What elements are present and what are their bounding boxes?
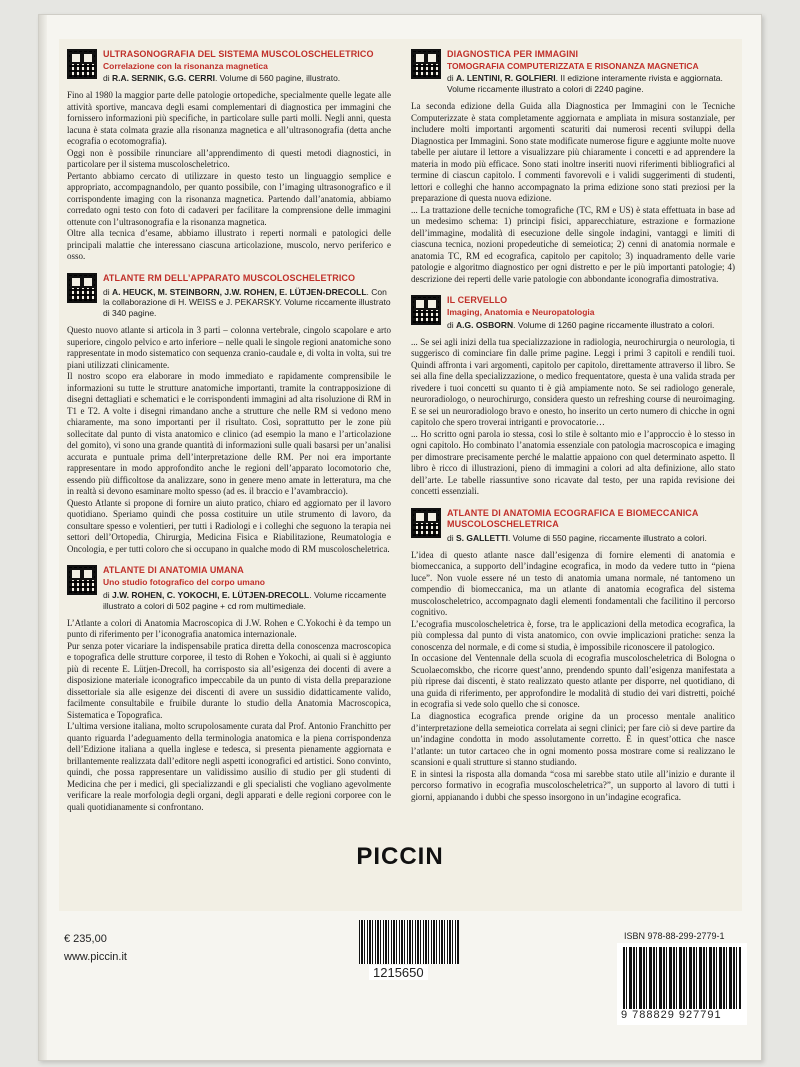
description-paragraph: Pertanto abbiamo cercato di utilizzare in questo testo un linguaggio semplice e appropriato, accompagnandolo, per quanto possibile, con l’imaging ultrasonografico e il corrispondente imaging con la risonanza magnetica. Partendo dall’anatomia, abbiamo corredato ogni testo con foto di cadaveri per facilitare la comprensione delle immagini ottenute con l’ultrasonografia e la risonanza magnetica. (67, 170, 391, 227)
publisher-logo: PICCIN (356, 843, 444, 870)
book-meta-details: . Volume di 550 pagine, riccamente illustrato a colori. (507, 532, 707, 543)
book-entry (67, 565, 391, 813)
ean-barcode-digits: 9 788829 927791 (621, 1009, 722, 1021)
ean-barcode (617, 943, 747, 1025)
book-meta-details: . II edizione interamente rivista e aggiornata. Volume riccamente illustrato a colori di 2240 pagine. (447, 73, 723, 95)
book-entry-heading (103, 49, 391, 84)
book-meta-prefix: di (447, 73, 456, 84)
qr-code-icon[interactable] (67, 49, 97, 79)
book-description (411, 550, 735, 803)
book-entry-header (67, 49, 391, 84)
description-paragraph: Fino al 1980 la maggior parte delle patologie ortopediche, specialmente quelle legate alle attività sportive, mancava degli esami complementari di diagnostica per immagini che fornissero informazioni più specifiche, in particolare sulle parti molli. Negli anni, questa lacuna è stata colmata grazie alla risonanza magnetica e all’ultrasonografia (detta anche ecografia o ecotomografia). (67, 90, 391, 147)
qr-code-icon[interactable] (411, 295, 441, 325)
book-entry-header (411, 295, 735, 330)
left-column (67, 49, 391, 823)
description-paragraph: La diagnostica ecografica prende origine da un processo mentale analitico d’interpretazione della semeiotica correlata ai segni clinici; per fare ciò si deve partire da un’indagine condotta in modo assolutamente corretto. È in quest’ottica che nasce l’atlante: un tutor cartaceo che in ogni momento possa mostrare come si realizzano le scansioni e quali strutture si stanno studiando. (411, 711, 735, 768)
book-authors: A.G. OSBORN (455, 319, 514, 330)
book-authors: J.W. ROHEN, C. YOKOCHI, E. LÜTJEN-DRECOLL (111, 589, 310, 600)
book-meta-prefix: di (103, 286, 112, 297)
book-description (67, 618, 391, 814)
book-meta-details: . Volume di 560 pagine, illustrato. (214, 73, 341, 84)
isbn-label: ISBN 978-88-299-2779-1 (624, 931, 725, 941)
book-entry-heading (447, 295, 735, 330)
book-meta (447, 533, 735, 544)
internal-barcode-number: 1215650 (369, 965, 428, 980)
qr-code-icon[interactable] (411, 49, 441, 79)
book-entry-heading (447, 508, 735, 544)
book-description (67, 325, 391, 555)
book-description (411, 101, 735, 285)
book-meta-details: . Con la collaborazione di H. WEISS e J. PEKARSKY. Volume riccamente illustrato di 340 pagine. (103, 286, 391, 319)
book-subtitle: Imaging, Anatomia e Neuropatologia (447, 306, 595, 317)
book-back-cover (38, 14, 762, 1061)
description-paragraph: L’ecografia muscoloscheletrica è, forse, tra le applicazioni della metodica ecografica, la più complessa dal punto di vista anatomico, con ovvie implicazioni pratiche: senza la conoscenza del normale, e di come si studia, è impossibile riconoscere il patologico. (411, 618, 735, 652)
right-column (411, 49, 735, 813)
description-paragraph: Pur senza poter vicariare la indispensabile pratica diretta della conoscenza macroscopica e topografica delle strutture corporee, il testo di Rohen e Yokochi, ai quali si è aggiunto più di recente E. Lütjen-Drecoll, ha corrisposto sia all’esigenza dei docenti di avere a disposizione materiale iconografico impeccabile da un punto di vista della preparazione dissettoriale sia alle esigenze dei discenti di avere un sussidio didatticamente valido, facilmente consultabile e fruibile durante lo studio della Anatomia Macroscopica, Sistematica e Topografica. (67, 640, 391, 720)
qr-code-icon[interactable] (411, 508, 441, 538)
book-title: ATLANTE DI ANATOMIA UMANA (103, 565, 244, 576)
description-paragraph: Questo nuovo atlante si articola in 3 parti – colonna vertebrale, cingolo scapolare e arto superiore, cingolo pelvico e arto inferiore – nelle quali le singole regioni anatomiche sono rappresentate in modo sistematico con sequenza cranio-caudale e, di volta in volta, sui tre piani utilizzati clinicamente. (67, 325, 391, 370)
book-entry-header (411, 49, 735, 95)
book-meta (103, 287, 391, 320)
book-description (67, 90, 391, 263)
description-paragraph: Oltre alla tecnica d’esame, abbiamo illustrato i reperti normali e patologici delle principali malattie che interessano ciascuna articolazione, muscolo, nervo periferico e osso. (67, 228, 391, 262)
description-paragraph: Oggi non è possibile rinunciare all’apprendimento di questi metodi diagnostici, in particolare per il sistema muscoloscheletrico. (67, 147, 391, 170)
book-description (411, 337, 735, 498)
book-subtitle: Correlazione con la risonanza magnetica (103, 60, 268, 71)
description-paragraph: ... Se sei agli inizi della tua specializzazione in radiologia, neurochirurgia o neurologia, ti suggerisco di cominciare fin dalle prime pagine. Leggi i primi 3 capitoli e rendili tuoi. Quindi affronta i vari argomenti, capitolo per capitolo, direttamente attraverso il libro. Se sei alla fine della specializzazione, o medico frequentatore, questa è una valida strada per rivedere i tuoi concetti su quanto ti è già ampiamente noto. Se sei radiologo generale, neuroradiologo, o neurochirurgo, considera questo un refreshing course di neuroimaging. E se sei un neuroradiologo bravo e onesto, ho inserito un certo numero di chicche in ogni capitolo che spero troverai intriganti e provocatorie… (411, 336, 735, 428)
book-title: IL CERVELLO (447, 295, 508, 306)
description-paragraph: L’Atlante a colori di Anatomia Macroscopica di J.W. Rohen e C.Yokochi è da tempo un punto di riferimento per l’iconografia anatomica internazionale. (67, 617, 391, 640)
description-paragraph: ... Ho scritto ogni parola io stessa, così lo stile è soltanto mio e l’approccio è lo stesso in ogni capitolo. Ho combinato l’anatomia essenziale con patologia macroscopica e imaging per dimostrare precisamente perché le malattie appaiono con quel determinato aspetto. Il libro è ricco di illustrazioni, pieno di immagini a colori ad alta definizione, allo stato dell’arte. Le tabelle riassuntive sono ricavate dal testo, per una rapida revisione dei concetti essenziali. (411, 428, 735, 497)
book-meta-prefix: di (447, 319, 456, 330)
description-paragraph: In occasione del Ventennale della scuola di ecografia muscoloscheletrica di Bologna o Scuolaecomskbo, che ricorre quest’anno, prendendo spunto dall’esigenza manifestata a più riprese dai discenti, è stato realizzato questo atlante per disporre, nel quotidiano, di una guida di riferimento, per approfondire le modalità di studio dei vari distretti, poiché in ecografia si vede solo quello che si conosce. (411, 653, 735, 710)
book-title: ATLANTE RM DELL’APPARATO MUSCOLOSCHELETRICO (103, 273, 356, 283)
description-paragraph: Il nostro scopo era elaborare in modo immediato e rapidamente comprensibile le informazioni su tutte le strutture anatomiche importanti, tramite la contrapposizione di disegni dettagliati e schematici e le corrispondenti immagini ad alta risoluzione di RM in T1 e T2. A volte i disegni rimandano anche a strutture che nelle RM si vedono meno chiaramente, ma sono importanti per il risultato. Così, soprattutto per le zone più sollecitate dal punto di vista anatomico e clinico (ad esempio la mano e l’articolazione del gomito), vi sono una grande quantità di informazioni sulle quali basarsi per un’analisi accurata e puntuale prima dell’interpretazione delle RM. Per noi era importante rappresentare in modo approfondito anche le regioni dell’apparato locomotorio che, essendo più difficoltose da analizzare, sono in genere meno amate in letteratura, ma che in realtà si devono esaminare molto spesso (ad es. il braccio e l’avambraccio). (67, 371, 391, 497)
book-title: DIAGNOSTICA PER IMMAGINI (447, 49, 579, 59)
book-authors: A. LENTINI, R. GOLFIERI (455, 73, 556, 84)
qr-code-icon[interactable] (67, 273, 97, 303)
book-meta (447, 73, 735, 95)
description-paragraph: La seconda edizione della Guida alla Diagnostica per Immagini con le Tecniche Computerizzate è stata completamente aggiornata e ampliata in misura sostanziale, per includere molti importanti argomenti scaturiti dai numerosi recenti sviluppi della Diagnostica per Immagini. Sono state modificate numerose figure e aggiunte molte nuove tabelle per aiutare il lettore a visualizzare più chiaramente i concetti e ad apprendere la materia in modo più efficace. Sono stati inoltre inseriti nuovi riferimenti bibliografici al termine di ciascun capitolo. I commenti favorevoli e i validi suggerimenti di studenti, lettori e colleghi che hanno accompagnato la prima edizione sono stati preziosi per la preparazione di questa nuova edizione. (411, 101, 735, 204)
book-meta-prefix: di (447, 532, 456, 543)
book-entry (411, 295, 735, 497)
book-authors: A. HEUCK, M. STEINBORN, J.W. ROHEN, E. LÜTJEN-DRECOLL (111, 286, 367, 297)
book-title: ULTRASONOGRAFIA DEL SISTEMA MUSCOLOSCHELETRICO (103, 49, 374, 59)
book-subtitle: Uno studio fotografico del corpo umano (103, 576, 265, 587)
internal-barcode (359, 920, 459, 964)
qr-code-icon[interactable] (67, 565, 97, 595)
description-paragraph: Questo Atlante si propone di fornire un aiuto pratico, chiaro ed aggiornato per il lavoro quotidiano. Speriamo quindi che possa costituire un utile strumento di lavoro, da consultare spesso e volentieri, per tutti i Radiologi e i colleghi che seguono la terapia nei settori dell’Ortopedia, Chirurgia, Medicina Fisica e Riabilitazione, Reumatologia e Oncologia, e per tutti coloro che si occupano in qualche modo di RM muscoloscheletrica. (67, 497, 391, 554)
book-meta (447, 320, 735, 331)
book-meta-prefix: di (103, 73, 112, 84)
description-paragraph: L’idea di questo atlante nasce dall’esigenza di fornire elementi di anatomia e biomeccanica, a supporto dell’indagine ecografica, in modo da vedere tutto in “piena luce”. Non vuole essere né un testo di anatomia umana normale, né tantomeno un compendio di biomeccanica, ma un atlante di anatomia ecografica del sistema muscoloscheletrico, accompagnato dagli elementi fondamentali che facilitino il percorso cognitivo. (411, 549, 735, 618)
catalog-panel (59, 39, 742, 911)
description-paragraph: E in sintesi la risposta alla domanda “cosa mi sarebbe stato utile all’inizio e durante il percorso formativo in ecografia muscoloscheletrica?”, un supporto al lavoro di tutti i giorni, appianando i dubbi che spesso insorgono in un’indagine ecografica. (411, 768, 735, 802)
book-meta-prefix: di (103, 589, 112, 600)
website-link[interactable]: www.piccin.it (64, 951, 127, 963)
description-paragraph: L’ultima versione italiana, molto scrupolosamente curata dal Prof. Antonio Franchitto per quanto riguarda l’adeguamento della terminologia anatomica e la piena corrispondenza dell’Edizione italiana a quella inglese e tedesca, si presenta pienamente aggiornata e brillantemente realizzata dall’editore negli aspetti iconografici ed artistici. Sono convinto, quindi, che possa rappresentare un validissimo ausilio di studio per gli studenti di Medicina che per i medici, gli specializzandi e gli specialisti che vogliano agevolmente verificare la reale morfologia degli organi, degli apparati e delle regioni corporee con le quali quotidianamente si confrontano. (67, 721, 391, 812)
book-entry (67, 273, 391, 555)
book-entry (67, 49, 391, 263)
book-entry-header (67, 565, 391, 611)
book-authors: S. GALLETTI (455, 532, 508, 543)
book-meta (103, 590, 391, 612)
book-entry-heading (103, 565, 391, 611)
book-meta-details: . Volume riccamente illustrato a colori di 502 pagine + cd rom multimediale. (103, 589, 387, 611)
book-authors: R.A. SERNIK, G.G. CERRI (111, 73, 215, 84)
book-entry-header (67, 273, 391, 319)
book-entry (411, 49, 735, 285)
book-meta-details: . Volume di 1260 pagine riccamente illustrato a colori. (513, 319, 715, 330)
book-meta (103, 73, 391, 84)
description-paragraph: ... La trattazione delle tecniche tomografiche (TC, RM e US) è stata effettuata in base ad un medesimo schema: 1) principi fisici, apparecchiature, estrazione e formazione dell’immagine, modalità di esecuzione delle singole indagini, vantaggi e limiti di ciascuna tecnica, nozioni propedeutiche di semeiotica; 2) cenni di anatomia normale e anatomia TC, RM ed ecografica, capitolo per capitolo; 3) inquadramento delle varie patologie e algoritmo diagnostico per ogni distretto e per le più importanti patologie; 4) descrizione dei reperti delle varie patologie con abbondante iconografia dimostrativa. (411, 204, 735, 284)
book-title: ATLANTE DI ANATOMIA ECOGRAFICA E BIOMECCANICA MUSCOLOSCHELETRICA (447, 507, 699, 530)
book-subtitle: TOMOGRAFIA COMPUTERIZZATA E RISONANZA MAGNETICA (447, 60, 699, 71)
book-entry-heading (103, 273, 391, 319)
book-entry-header (411, 508, 735, 544)
book-entry-heading (447, 49, 735, 95)
book-entry (411, 508, 735, 803)
ean-barcode-bars (623, 947, 741, 1009)
book-spine-edge (39, 15, 47, 1060)
price-label: € 235,00 (64, 933, 107, 945)
